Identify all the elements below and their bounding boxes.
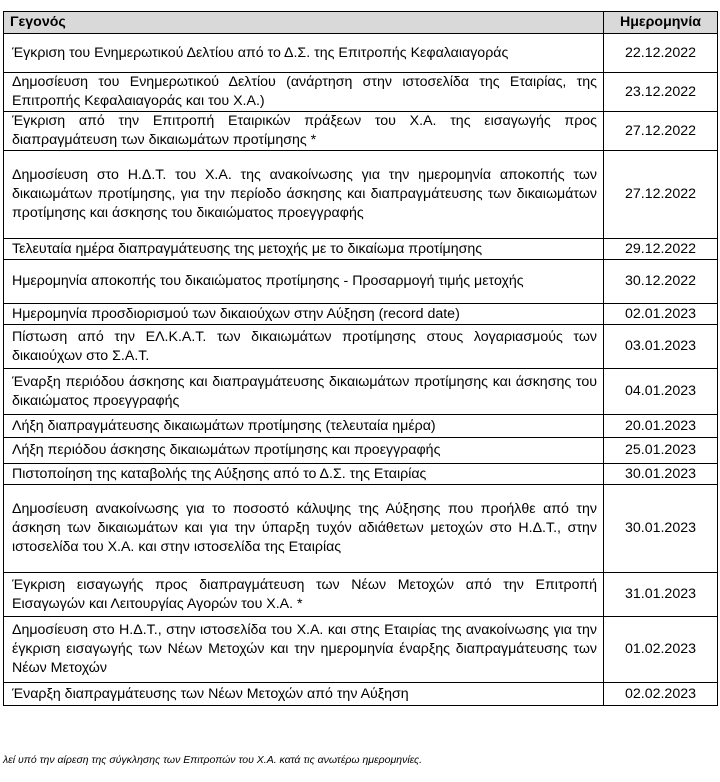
date-cell: 31.01.2023 <box>604 573 718 617</box>
table-row <box>4 369 718 415</box>
event-cell: Τελευταία ημέρα διαπραγμάτευσης της μετοχής με το δικαίωμα προτίμησης <box>4 239 604 260</box>
table-row <box>4 304 718 325</box>
event-cell: Έγκριση από την Επιτροπή Εταιρικών πράξεων του Χ.Α. της εισαγωγής προς διαπραγμάτευση των δικαιωμάτων προτίμησης * <box>4 112 604 151</box>
date-cell: 27.12.2022 <box>604 112 718 151</box>
event-cell: Λήξη διαπραγμάτευσης δικαιωμάτων προτίμησης (τελευταία ημέρα) <box>4 415 604 438</box>
date-cell: 30.01.2023 <box>604 485 718 573</box>
event-cell: Δημοσίευση ανακοίνωσης για το ποσοστό κάλυψης της Αύξησης που προήλθε από την άσκηση των δικαιωμάτων και για την ύπαρξη τυχόν αδιάθετων μετοχών στο Η.Δ.Τ., στην ιστοσελίδα του Χ.Α. και στην ιστοσελίδα της Εταιρίας <box>4 485 604 573</box>
event-cell: Έναρξη διαπραγμάτευσης των Νέων Μετοχών από την Αύξηση <box>4 683 604 706</box>
table-row <box>4 464 718 485</box>
table-row <box>4 73 718 112</box>
date-cell: 23.12.2022 <box>604 73 718 112</box>
table-row <box>4 617 718 683</box>
event-cell: Πίστωση από την ΕΛ.Κ.Α.Τ. των δικαιωμάτων προτίμησης στους λογαριασμούς των δικαιούχων στο Σ.Α.Τ. <box>4 325 604 369</box>
date-cell: 25.01.2023 <box>604 438 718 464</box>
table-row <box>4 438 718 464</box>
date-cell: 02.02.2023 <box>604 683 718 706</box>
event-cell: Έγκριση του Ενημερωτικού Δελτίου από το Δ.Σ. της Επιτροπής Κεφαλαιαγοράς <box>4 34 604 73</box>
event-cell: Λήξη περιόδου άσκησης δικαιωμάτων προτίμησης και προεγγραφής <box>4 438 604 464</box>
event-cell: Πιστοποίηση της καταβολής της Αύξησης από το Δ.Σ. της Εταιρίας <box>4 464 604 485</box>
table-row <box>4 573 718 617</box>
date-cell: 30.12.2022 <box>604 260 718 304</box>
table-row <box>4 485 718 573</box>
table-row <box>4 683 718 706</box>
event-cell: Ημερομηνία αποκοπής του δικαιώματος προτίμησης - Προσαρμογή τιμής μετοχής <box>4 260 604 304</box>
table-row <box>4 34 718 73</box>
event-cell: Έγκριση εισαγωγής προς διαπραγμάτευση των Νέων Μετοχών από την Επιτροπή Εισαγωγών και Λειτουργίας Αγορών του Χ.Α. * <box>4 573 604 617</box>
date-cell: 27.12.2022 <box>604 151 718 239</box>
event-cell: Δημοσίευση στο Η.Δ.Τ. του Χ.Α. της ανακοίνωσης για την ημερομηνία αποκοπής των δικαιωμάτων προτίμησης, για την περίοδο άσκησης και διαπραγμάτευσης των δικαιωμάτων προτίμησης και άσκησης του δικαιώματος προεγγραφής <box>4 151 604 239</box>
event-cell: Δημοσίευση του Ενημερωτικού Δελτίου (ανάρτηση στην ιστοσελίδα της Εταιρίας, της Επιτροπής Κεφαλαιαγοράς και του Χ.Α.) <box>4 73 604 112</box>
table-row <box>4 260 718 304</box>
date-cell: 29.12.2022 <box>604 239 718 260</box>
date-cell: 03.01.2023 <box>604 325 718 369</box>
date-cell: 22.12.2022 <box>604 34 718 73</box>
date-cell: 30.01.2023 <box>604 464 718 485</box>
date-cell: 04.01.2023 <box>604 369 718 415</box>
date-cell: 20.01.2023 <box>604 415 718 438</box>
table-row <box>4 415 718 438</box>
table-row <box>4 112 718 151</box>
table-row <box>4 151 718 239</box>
table-row <box>4 325 718 369</box>
table-row <box>4 239 718 260</box>
event-cell: Δημοσίευση στο Η.Δ.Τ., στην ιστοσελίδα του Χ.Α. και στης Εταιρίας της ανακοίνωσης για την έγκριση εισαγωγής των Νέων Μετοχών και την ημερομηνία έναρξης διαπραγμάτευσης των Νέων Μετοχών <box>4 617 604 683</box>
header-row <box>4 12 718 34</box>
timeline-table <box>3 11 718 706</box>
event-cell: Έναρξη περιόδου άσκησης και διαπραγμάτευσης δικαιωμάτων προτίμησης και άσκησης του δικαιώματος προεγγραφής <box>4 369 604 415</box>
date-column-header: Ημερομηνία <box>604 12 718 34</box>
footnote: λεί υπό την αίρεση της σύγκλησης των Επιτροπών του Χ.Α. κατά τις ανωτέρω ημερομηνίες. <box>3 754 423 766</box>
date-cell: 01.02.2023 <box>604 617 718 683</box>
event-cell: Ημερομηνία προσδιορισμού των δικαιούχων στην Αύξηση (record date) <box>4 304 604 325</box>
event-column-header: Γεγονός <box>4 12 604 34</box>
date-cell: 02.01.2023 <box>604 304 718 325</box>
